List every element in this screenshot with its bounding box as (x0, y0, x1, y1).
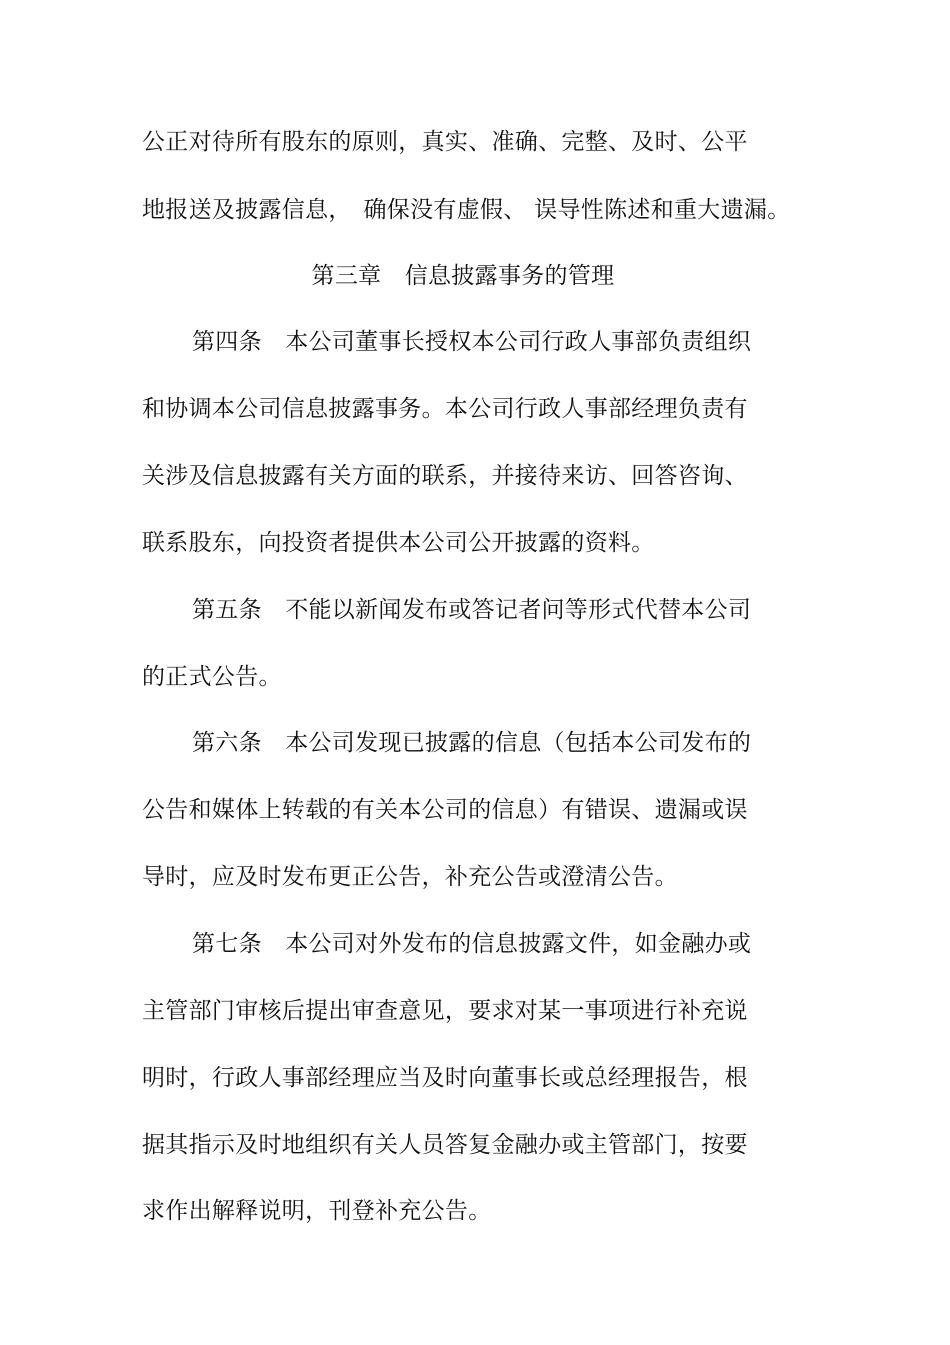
paragraph-line: 主管部门审核后提出审查意见，要求对某一事项进行补充说 (142, 998, 748, 1024)
paragraph-line: 地报送及披露信息， 确保没有虚假、 误导性陈述和重大遗漏。 (142, 197, 791, 223)
article-6-line: 第六条 本公司发现已披露的信息（包括本公司发布的 (192, 730, 752, 756)
article-7-line: 第七条 本公司对外发布的信息披露文件，如金融办或 (192, 931, 752, 957)
chapter-heading: 第三章 信息披露事务的管理 (311, 263, 615, 289)
paragraph-line: 公正对待所有股东的原则，真实、准确、完整、及时、公平 (142, 129, 748, 155)
article-5-line: 第五条 不能以新闻发布或答记者问等形式代替本公司 (192, 597, 752, 623)
paragraph-line: 求作出解释说明，刊登补充公告。 (142, 1198, 492, 1224)
paragraph-line: 和协调本公司信息披露事务。本公司行政人事部经理负责有 (142, 396, 748, 422)
paragraph-line: 的正式公告。 (142, 664, 282, 690)
paragraph-line: 公告和媒体上转载的有关本公司的信息）有错误、遗漏或误 (142, 797, 748, 823)
paragraph-line: 据其指示及时地组织有关人员答复金融办或主管部门，按要 (142, 1132, 748, 1158)
paragraph-line: 联系股东，向投资者提供本公司公开披露的资料。 (142, 530, 655, 556)
article-4-line: 第四条 本公司董事长授权本公司行政人事部负责组织 (192, 329, 752, 355)
paragraph-line: 关涉及信息披露有关方面的联系，并接待来访、回答咨询、 (142, 463, 748, 489)
paragraph-line: 导时，应及时发布更正公告，补充公告或澄清公告。 (142, 864, 678, 890)
paragraph-line: 明时，行政人事部经理应当及时向董事长或总经理报告，根 (142, 1065, 748, 1091)
